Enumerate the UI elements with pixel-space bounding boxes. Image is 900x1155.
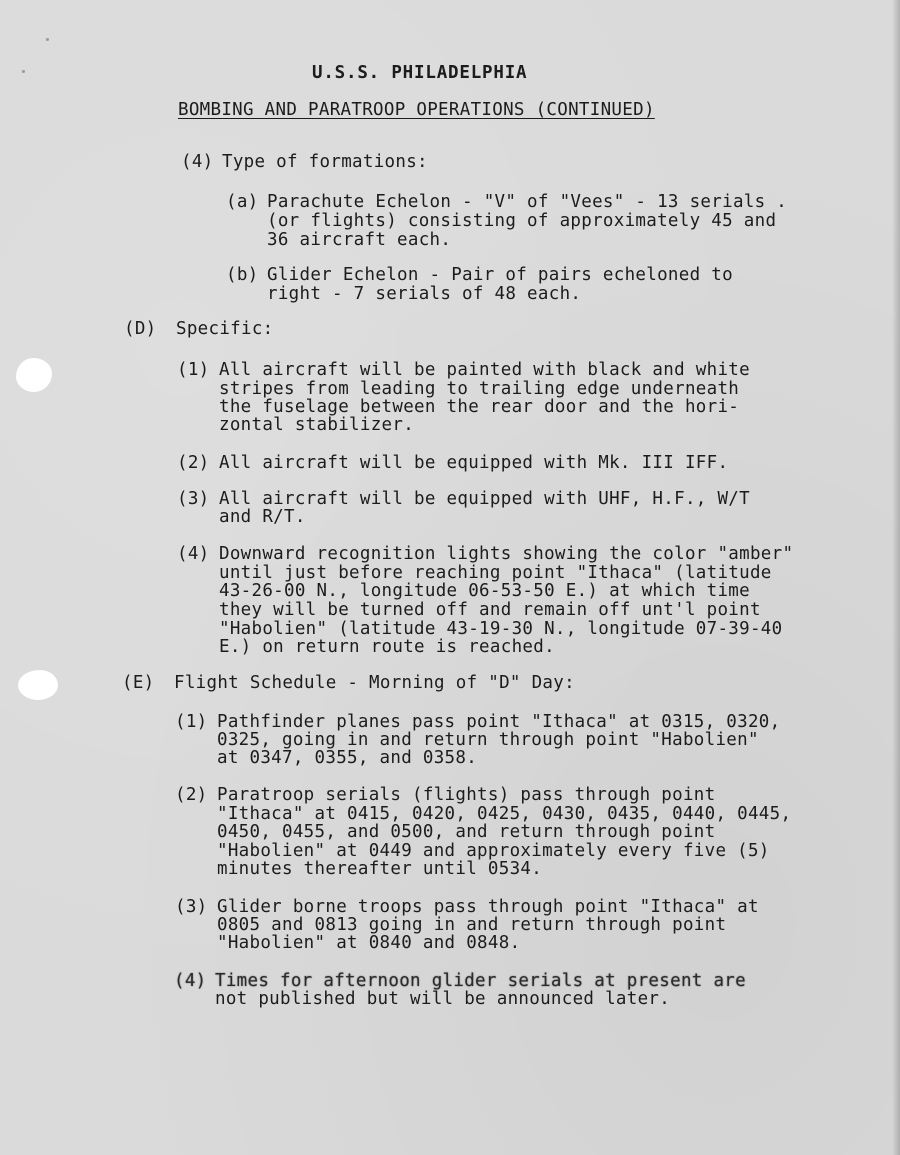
item-line: at 0347, 0355, and 0358.: [217, 748, 478, 768]
subitem-label: (b): [226, 265, 259, 285]
item-line: 0805 and 0813 going in and return through point: [217, 915, 727, 935]
subitem-label: (a): [226, 192, 259, 212]
subitem-line: Glider Echelon - Pair of pairs echeloned to: [267, 265, 733, 285]
item-label: (3): [175, 897, 208, 917]
subitem-line: (or flights) consisting of approximately 45 and: [267, 211, 777, 231]
page-edge-shadow: [892, 0, 900, 1155]
item-label: (1): [175, 712, 208, 732]
item-line: "Habolien" at 0840 and 0848.: [217, 933, 521, 953]
item-line: minutes thereafter until 0534.: [217, 859, 543, 879]
item-line: 43-26-00 N., longitude 06-53-50 E.) at which time: [219, 581, 750, 601]
item-label: (4): [177, 544, 210, 564]
item-label: (3): [177, 489, 210, 509]
item-line: the fuselage between the rear door and the hori-: [219, 397, 740, 417]
item-line: Paratroop serials (flights) pass through point: [217, 785, 716, 805]
item-line: Downward recognition lights showing the color "amber": [219, 544, 794, 564]
item-label: (2): [175, 785, 208, 805]
item-line: 0450, 0455, and 0500, and return through point: [217, 822, 716, 842]
item-line: "Ithaca" at 0415, 0420, 0425, 0430, 0435, 0440, 0445,: [217, 804, 792, 824]
subitem-line: Parachute Echelon - "V" of "Vees" - 13 serials .: [267, 192, 788, 212]
item-line: E.) on return route is reached.: [219, 637, 555, 657]
item-label: (4): [174, 971, 207, 991]
section-title: Flight Schedule - Morning of "D" Day:: [174, 673, 575, 693]
item-line: until just before reaching point "Ithaca" (latitude: [219, 563, 772, 583]
item-line: All aircraft will be painted with black and white: [219, 360, 750, 380]
item-line: "Habolien" at 0449 and approximately every five (5): [217, 841, 770, 861]
item-line: and R/T.: [219, 507, 306, 527]
section-label: (D): [124, 319, 157, 339]
item-line: Times for afternoon glider serials at present are: [215, 971, 746, 991]
subitem-line: 36 aircraft each.: [267, 230, 452, 250]
punch-hole-bottom: [18, 670, 58, 700]
section-title: Specific:: [176, 319, 274, 339]
section-label: (E): [122, 673, 155, 693]
item-line: not published but will be announced later.: [215, 989, 671, 1009]
item-title: Type of formations:: [222, 152, 428, 172]
item-line: stripes from leading to trailing edge underneath: [219, 379, 740, 399]
paper-speck: [46, 38, 49, 41]
item-label: (1): [177, 360, 210, 380]
item-line: "Habolien" (latitude 43-19-30 N., longitude 07-39-40: [219, 619, 783, 639]
item-label: (4): [181, 152, 214, 172]
item-line: zontal stabilizer.: [219, 415, 415, 435]
item-label: (2): [177, 453, 210, 473]
punch-hole-top: [16, 358, 52, 392]
ship-title: U.S.S. PHILADELPHIA: [312, 63, 528, 83]
item-line: they will be turned off and remain off unt'l point: [219, 600, 761, 620]
item-line: All aircraft will be equipped with UHF, H.F., W/T: [219, 489, 750, 509]
item-line: 0325, going in and return through point "Habolien": [217, 730, 759, 750]
subitem-line: right - 7 serials of 48 each.: [267, 284, 582, 304]
item-line: Pathfinder planes pass point "Ithaca" at 0315, 0320,: [217, 712, 781, 732]
paper-speck: [22, 70, 25, 73]
item-line: All aircraft will be equipped with Mk. III IFF.: [219, 453, 729, 473]
item-line: Glider borne troops pass through point "Ithaca" at: [217, 897, 759, 917]
page-subtitle: BOMBING AND PARATROOP OPERATIONS (CONTINUED): [178, 100, 655, 120]
